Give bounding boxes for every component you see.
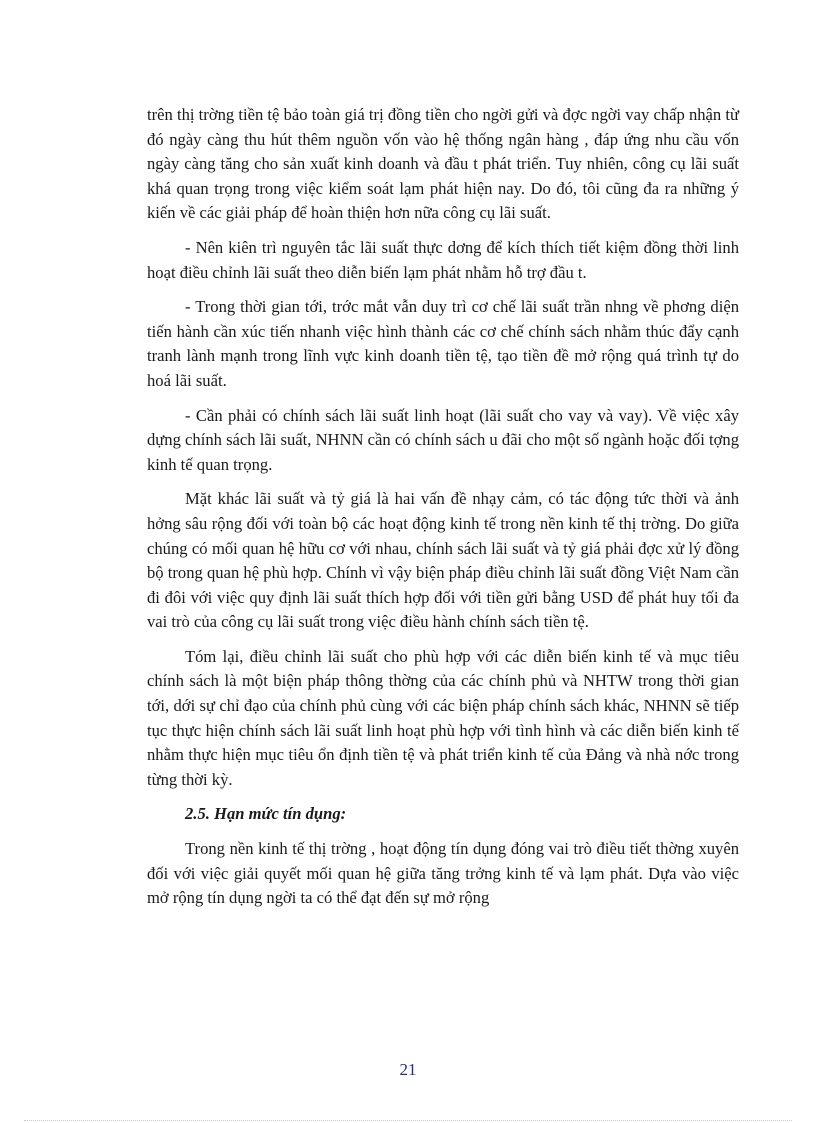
page-body <box>147 103 739 921</box>
footer-divider <box>24 1120 792 1121</box>
paragraph-credit-limit: Trong nền kinh tế thị trờng , hoạt động tín dụng đóng vai trò điều tiết thờng xuyên đối với việc giải quyết mối quan hệ giữa tăng trởng kinh tế và lạm phát. Dựa vào việc mở rộng tín dụng ngời ta có thể đạt đến sự mở rộng <box>147 839 739 908</box>
paragraph-summary: Tóm lại, điều chỉnh lãi suất cho phù hợp với các diễn biến kinh tế và mục tiêu chính sách là một biện pháp thông thờng của các chính phủ và NHTW trong thời gian tới, dới sự chỉ đạo của chính phủ cùng với các biện pháp chính sách khác, NHNN sẽ tiếp tục thực hiện chính sách lãi suất linh hoạt phù hợp với tình hình và các diễn biến kinh tế nhằm thực hiện mục tiêu ổn định tiền tệ và phát triển kinh tế của Đảng và nhà nớc trong từng thời kỳ. <box>147 646 739 789</box>
paragraph-bullet-flexible-policy: - Cần phải có chính sách lãi suất linh hoạt (lãi suất cho vay và vay). Về việc xây dựng chính sách lãi suất, NHNN cần có chính sách u đãi cho một số ngành hoặc đối tợng kinh tế quan trọng. <box>147 405 739 474</box>
paragraph-exchange-rate: Mặt khác lãi suất và tỷ giá là hai vấn đề nhạy cảm, có tác động tức thời và ảnh hởng sâu rộng đối với toàn bộ các hoạt động kinh tế trong nền kinh tế thị trờng. Do giữa chúng có mối quan hệ hữu cơ với nhau, chính sách lãi suất và tỷ giá phải đợc xử lý đồng bộ trong quan hệ phù hợp. Chính vì vậy biện pháp điều chỉnh lãi suất đồng Việt Nam cần đi đôi với việc quy định lãi suất thích hợp đối với tiền gửi bằng USD để phát huy tối đa vai trò của công cụ lãi suất trong việc điều hành chính sách tiền tệ. <box>147 489 739 632</box>
paragraph-bullet-positive-rate: - Nên kiên trì nguyên tắc lãi suất thực dơng để kích thích tiết kiệm đồng thời linh hoạt điều chỉnh lãi suất theo diễn biến lạm phát nhằm hỗ trợ đầu t. <box>147 237 739 282</box>
paragraph-bullet-ceiling-rate: - Trong thời gian tới, trớc mắt vẫn duy trì cơ chế lãi suất trần nhng về phơng diện tiến hành cần xúc tiến nhanh việc hình thành các cơ chế chính sách nhằm thúc đẩy cạnh tranh lành mạnh trong lĩnh vực kinh doanh tiền tệ, tạo tiền đề mở rộng quá trình tự do hoá lãi suất. <box>147 297 739 390</box>
paragraph-continuation: trên thị trờng tiền tệ bảo toàn giá trị đồng tiền cho ngời gửi và đợc ngời vay chấp nhận từ đó ngày càng thu hút thêm nguồn vốn vào hệ thống ngân hàng , đáp ứng nhu cầu vốn ngày càng tăng cho sản xuất kinh doanh và đầu t phát triển. Tuy nhiên, công cụ lãi suất khá quan trọng trong việc kiểm soát lạm phát hiện nay. Do đó, tôi cũng đa ra những ý kiến về các giải pháp để hoàn thiện hơn nữa công cụ lãi suất. <box>147 105 739 223</box>
page-number: 21 <box>399 1060 417 1079</box>
section-heading: 2.5. Hạn mức tín dụng: <box>185 804 347 824</box>
